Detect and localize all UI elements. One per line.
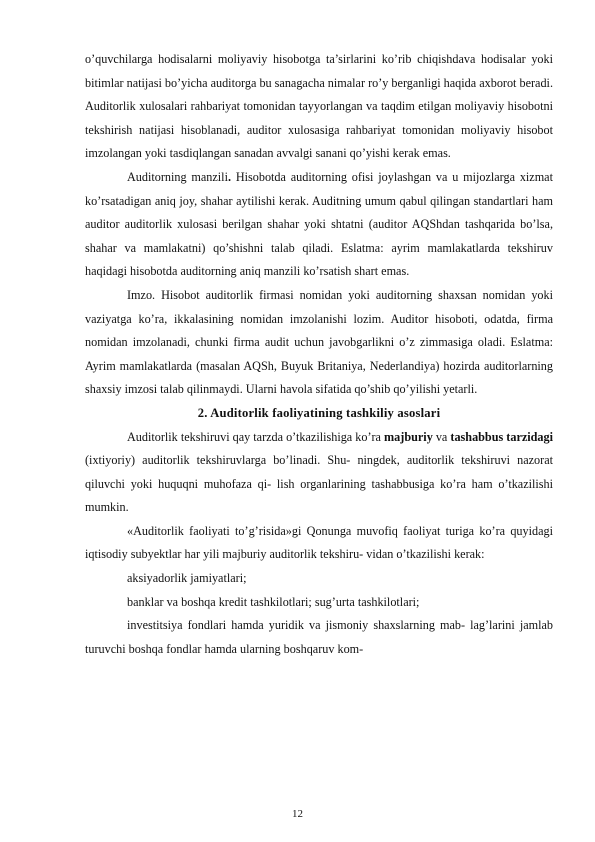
audit-types-text-d: (ixtiyoriy) auditorlik tekshiruvlarga bo’linadi. Shu- ningdek, auditorlik tekshiruvi nazorat qiluvchi yoki huquqni muhofaza qi- lish organlarining tashabbusiga ko’ra ham o’tkazilishi mumkin. — [85, 453, 553, 515]
paragraph-report-date: o’quvchilarga hodisalarni moliyaviy hisobotga ta’sirlarini ko’rib chiqishdava hodisalar yoki bitimlar natijasi bo’yicha auditorga bu sanagacha nimalar ro’y berganligi haqida axborot beradi. Auditorlik xulosalari rahbariyat tomonidan tayyorlangan va taqdim etilgan moliyaviy hisobotni tekshirish natijasi hisoblanadi, auditor xulosasiga rahbariyat tomonidan moliyaviy hisobot imzolangan yoki tasdiqlangan sanadan avvalgi sanani qo’yishi kerak emas. — [85, 52, 553, 161]
auditor-address-lead: Auditorning manzili — [127, 169, 228, 184]
audit-types-text-a: Auditorlik tekshiruvi qay tarzda o’tkazilishiga ko’ra — [127, 429, 385, 444]
paragraph-signature: Imzo. Hisobot auditorlik firmasi nomidan yoki auditorning shaxsan nomidan yoki vaziyatga ko’ra, ikkalasining nomidan imzolanishi lozim. Auditor hisoboti, odatda, firma nomidan imzolanadi, chunki firma audit uchun javobgarlikni o’z zimmasiga oladi. Eslatma: Ayrim mamlakatlarda (masalan AQSh, Buyuk Britaniya, Nederlandiya) hozirda auditorlarning shaxsiy imzosi talab qilinmaydi. Ularni havola sifatida qo’shib qo’yilishi yetarli. — [85, 287, 553, 397]
page-number: 12 — [292, 808, 303, 820]
audit-types-text-c: va — [432, 429, 451, 444]
paragraph-auditor-address — [85, 166, 553, 284]
term-initiative: tashabbus tarzidagi — [450, 429, 553, 444]
section-heading: 2. Auditorlik faoliyatining tashkiliy asoslari — [197, 405, 441, 420]
body-text — [85, 48, 553, 661]
paragraph-law-reference: «Auditorlik faoliyati to’g’risida»gi Qonunga muvofiq faoliyat turiga ko’ra quyidagi iqtisodiy subyektlar har yili majburiy auditorlik tekshiru- vidan o’tkazilishi kerak: — [85, 523, 553, 562]
list-item: banklar va boshqa kredit tashkilotlari; sug’urta tashkilotlari; — [127, 594, 420, 609]
auditor-address-text: Hisobotda auditorning ofisi joylashgan va u mijozlarga xizmat ko’rsatadigan aniq joy, shahar aytilishi kerak. Auditning umum qabul qilingan standartlari ham auditor auditorlik xulosasi berilgan shahar yoki shtatni (auditor AQShdan tashqarida bo’lsa, shahar va mamlakatni) qo’shishni talab qiladi. Eslatma: ayrim mamlakatlarda tekshiruv haqidagi hisobotda auditorning aniq manzili ko’rsatish shart emas. — [85, 169, 553, 279]
list-item: investitsiya fondlari hamda yuridik va jismoniy shaxslarning mab- lag’larini jamlab turuvchi boshqa fondlar hamda ularning boshqaruv kom- — [85, 618, 553, 656]
term-mandatory: majburiy — [384, 429, 433, 444]
paragraph-audit-types — [85, 426, 553, 520]
list-item: aksiyadorlik jamiyatlari; — [127, 571, 247, 586]
auditor-address-dot: . — [227, 169, 231, 184]
